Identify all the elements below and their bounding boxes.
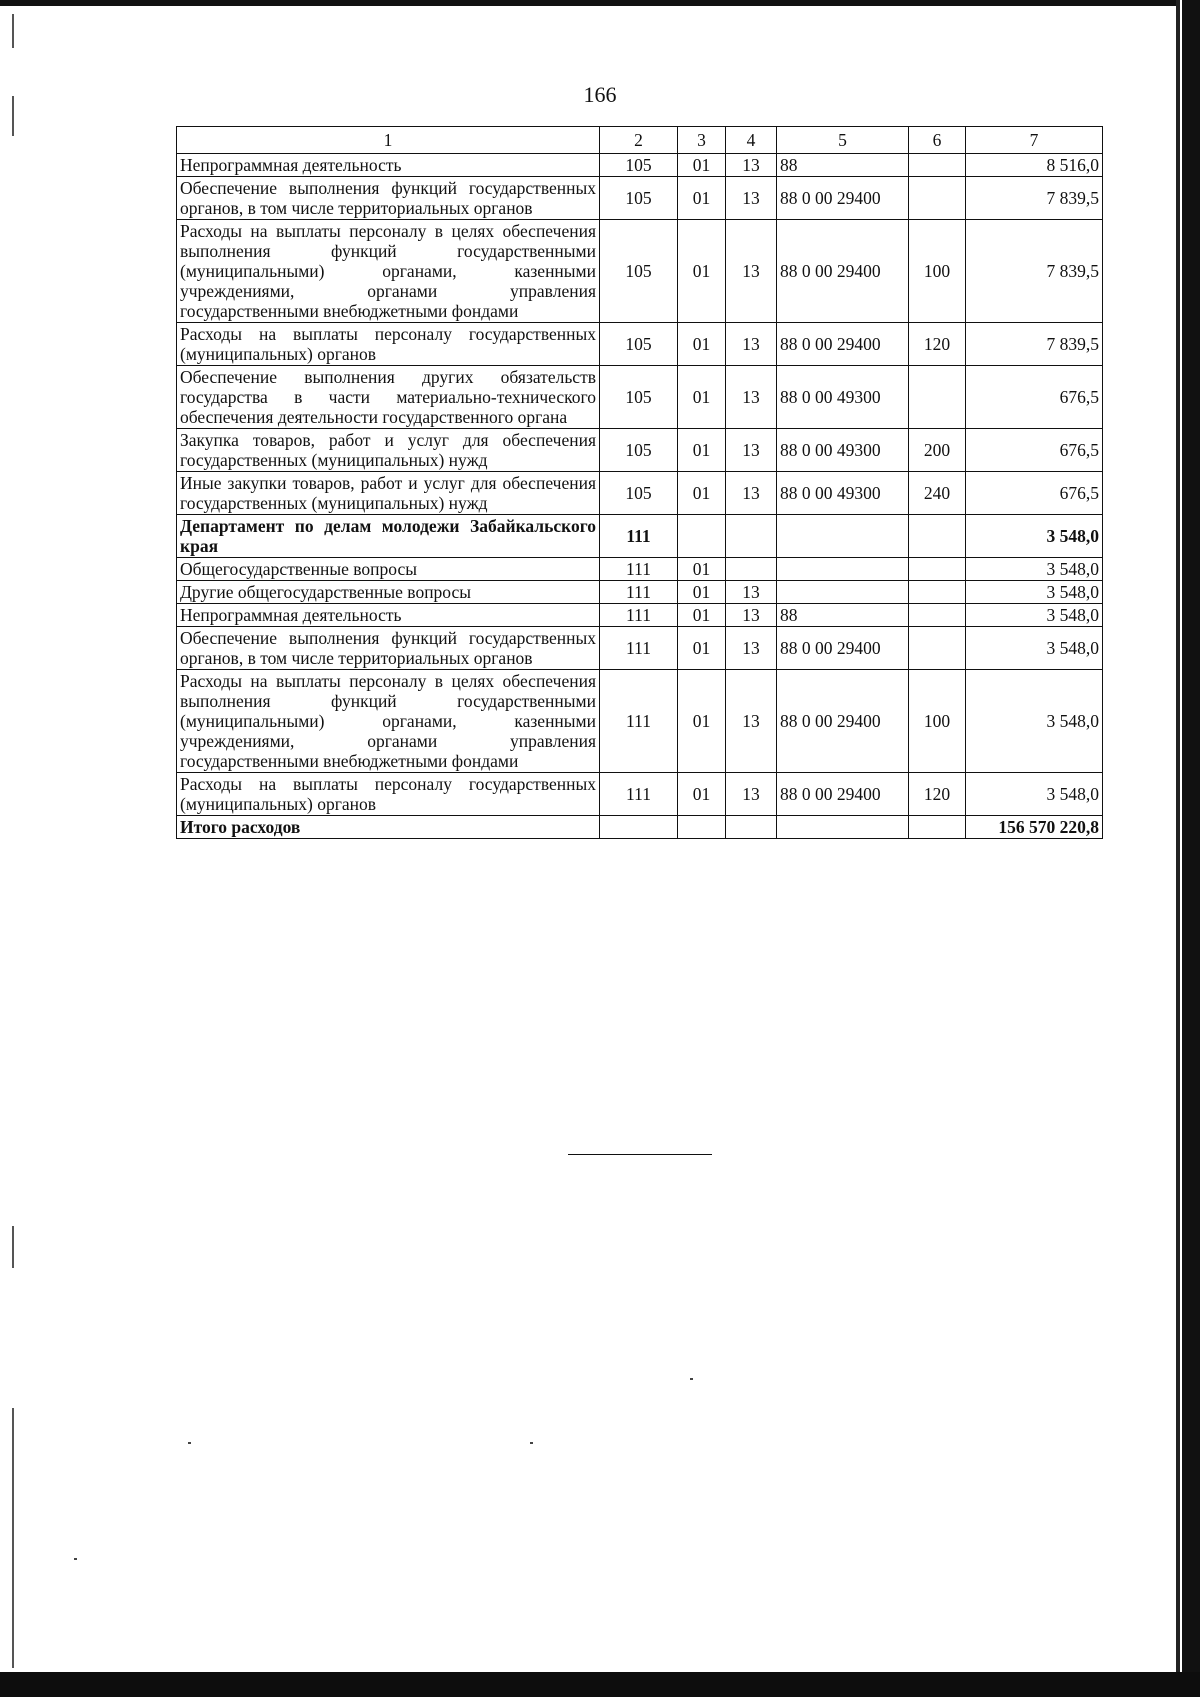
table-row [177, 177, 1103, 220]
row-code-2 [600, 816, 678, 839]
row-code-5: 88 0 00 29400 [777, 773, 909, 816]
row-code-5: 88 0 00 49300 [777, 429, 909, 472]
row-code-2: 111 [600, 627, 678, 670]
row-code-6 [909, 816, 966, 839]
row-amount: 3 548,0 [966, 604, 1103, 627]
row-code-3: 01 [678, 177, 726, 220]
row-code-2: 111 [600, 670, 678, 773]
row-code-6 [909, 177, 966, 220]
row-code-4: 13 [726, 366, 777, 429]
row-code-5 [777, 581, 909, 604]
scan-border-top [0, 0, 1180, 6]
scan-border-right [1182, 0, 1200, 1697]
end-of-document-line [568, 1154, 712, 1155]
row-amount: 7 839,5 [966, 220, 1103, 323]
table-row [177, 773, 1103, 816]
row-code-2: 111 [600, 558, 678, 581]
scan-mark-left [12, 1408, 14, 1668]
column-header: 6 [909, 127, 966, 154]
row-code-3: 01 [678, 154, 726, 177]
row-name: Департамент по делам молодежи Забайкальского края [177, 515, 600, 558]
scan-dot [188, 1442, 191, 1444]
row-amount: 3 548,0 [966, 627, 1103, 670]
row-name: Непрограммная деятельность [177, 154, 600, 177]
row-code-4: 13 [726, 177, 777, 220]
row-code-3: 01 [678, 604, 726, 627]
table-row [177, 558, 1103, 581]
row-code-6 [909, 515, 966, 558]
table-row [177, 429, 1103, 472]
row-name: Расходы на выплаты персоналу государственных (муниципальных) органов [177, 773, 600, 816]
row-name: Непрограммная деятельность [177, 604, 600, 627]
row-code-6: 100 [909, 670, 966, 773]
row-name: Обеспечение выполнения функций государственных органов, в том числе территориальных органов [177, 177, 600, 220]
budget-table [176, 126, 1103, 839]
row-code-3 [678, 816, 726, 839]
row-code-6 [909, 154, 966, 177]
row-code-2: 111 [600, 604, 678, 627]
row-code-5 [777, 515, 909, 558]
row-code-3: 01 [678, 429, 726, 472]
row-code-5: 88 0 00 29400 [777, 177, 909, 220]
row-code-5: 88 [777, 604, 909, 627]
table-row [177, 627, 1103, 670]
row-amount: 7 839,5 [966, 323, 1103, 366]
row-amount: 3 548,0 [966, 558, 1103, 581]
column-header: 4 [726, 127, 777, 154]
row-code-4 [726, 816, 777, 839]
total-label: Итого расходов [177, 816, 600, 839]
row-code-4: 13 [726, 429, 777, 472]
page-number: 166 [583, 82, 617, 107]
table-row [177, 220, 1103, 323]
scan-dot [530, 1442, 533, 1444]
scan-mark-left [12, 1226, 14, 1268]
row-code-6 [909, 604, 966, 627]
row-code-5 [777, 816, 909, 839]
row-code-5: 88 0 00 29400 [777, 323, 909, 366]
table-row [177, 472, 1103, 515]
row-code-2: 111 [600, 773, 678, 816]
scan-dot [74, 1558, 77, 1560]
row-amount: 676,5 [966, 429, 1103, 472]
table-row [177, 366, 1103, 429]
row-code-2: 105 [600, 366, 678, 429]
row-name: Расходы на выплаты персоналу в целях обеспечения выполнения функций государственными (муниципальными) органами, казенными учреждениями, органами управления государственными внебюджетными фондами [177, 670, 600, 773]
row-name: Другие общегосударственные вопросы [177, 581, 600, 604]
row-code-6: 200 [909, 429, 966, 472]
row-amount: 3 548,0 [966, 515, 1103, 558]
row-code-4: 13 [726, 773, 777, 816]
row-code-2: 105 [600, 154, 678, 177]
row-code-4: 13 [726, 581, 777, 604]
row-name: Закупка товаров, работ и услуг для обеспечения государственных (муниципальных) нужд [177, 429, 600, 472]
row-code-6 [909, 627, 966, 670]
row-amount: 3 548,0 [966, 670, 1103, 773]
column-header: 2 [600, 127, 678, 154]
row-name: Общегосударственные вопросы [177, 558, 600, 581]
row-code-4: 13 [726, 670, 777, 773]
total-amount: 156 570 220,8 [966, 816, 1103, 839]
row-code-4: 13 [726, 604, 777, 627]
row-amount: 8 516,0 [966, 154, 1103, 177]
table-row [177, 581, 1103, 604]
row-code-5: 88 0 00 29400 [777, 670, 909, 773]
row-name: Расходы на выплаты персоналу государственных (муниципальных) органов [177, 323, 600, 366]
table-header-row [177, 127, 1103, 154]
table-row [177, 515, 1103, 558]
row-code-3: 01 [678, 472, 726, 515]
row-code-5: 88 0 00 29400 [777, 220, 909, 323]
row-code-2: 105 [600, 429, 678, 472]
row-code-3: 01 [678, 627, 726, 670]
row-code-4: 13 [726, 472, 777, 515]
row-code-5: 88 0 00 49300 [777, 472, 909, 515]
column-header: 7 [966, 127, 1103, 154]
row-code-3: 01 [678, 670, 726, 773]
row-code-6: 240 [909, 472, 966, 515]
table-row [177, 604, 1103, 627]
row-code-6 [909, 366, 966, 429]
row-amount: 3 548,0 [966, 581, 1103, 604]
row-code-4: 13 [726, 154, 777, 177]
row-code-2: 105 [600, 220, 678, 323]
row-code-3 [678, 515, 726, 558]
column-header: 1 [177, 127, 600, 154]
row-code-6: 120 [909, 323, 966, 366]
row-code-3: 01 [678, 323, 726, 366]
row-name: Иные закупки товаров, работ и услуг для обеспечения государственных (муниципальных) нужд [177, 472, 600, 515]
row-code-2: 105 [600, 323, 678, 366]
table-total-row [177, 816, 1103, 839]
row-code-4: 13 [726, 220, 777, 323]
scan-border-right-inner [1176, 0, 1180, 1697]
row-amount: 676,5 [966, 472, 1103, 515]
row-name: Расходы на выплаты персоналу в целях обеспечения выполнения функций государственными (муниципальными) органами, казенными учреждениями, органами управления государственными внебюджетными фондами [177, 220, 600, 323]
row-code-4 [726, 515, 777, 558]
scan-dot [690, 1378, 693, 1380]
row-code-2: 105 [600, 472, 678, 515]
column-header: 5 [777, 127, 909, 154]
row-amount: 3 548,0 [966, 773, 1103, 816]
row-code-4: 13 [726, 627, 777, 670]
row-amount: 676,5 [966, 366, 1103, 429]
table-row [177, 670, 1103, 773]
scan-mark-left [12, 14, 14, 48]
row-amount: 7 839,5 [966, 177, 1103, 220]
row-code-4: 13 [726, 323, 777, 366]
row-code-5: 88 0 00 49300 [777, 366, 909, 429]
row-code-5: 88 0 00 29400 [777, 627, 909, 670]
row-code-3: 01 [678, 366, 726, 429]
row-code-3: 01 [678, 558, 726, 581]
row-code-2: 111 [600, 515, 678, 558]
row-code-4 [726, 558, 777, 581]
row-code-3: 01 [678, 773, 726, 816]
row-name: Обеспечение выполнения функций государственных органов, в том числе территориальных органов [177, 627, 600, 670]
scan-mark-left [12, 96, 14, 136]
row-name: Обеспечение выполнения других обязательств государства в части материально-технического обеспечения деятельности государственного органа [177, 366, 600, 429]
table-row [177, 323, 1103, 366]
row-code-3: 01 [678, 581, 726, 604]
row-code-2: 111 [600, 581, 678, 604]
row-code-6 [909, 558, 966, 581]
row-code-3: 01 [678, 220, 726, 323]
row-code-2: 105 [600, 177, 678, 220]
row-code-5 [777, 558, 909, 581]
row-code-5: 88 [777, 154, 909, 177]
row-code-6 [909, 581, 966, 604]
table-row [177, 154, 1103, 177]
scan-border-bottom [0, 1672, 1200, 1697]
row-code-6: 100 [909, 220, 966, 323]
column-header: 3 [678, 127, 726, 154]
row-code-6: 120 [909, 773, 966, 816]
